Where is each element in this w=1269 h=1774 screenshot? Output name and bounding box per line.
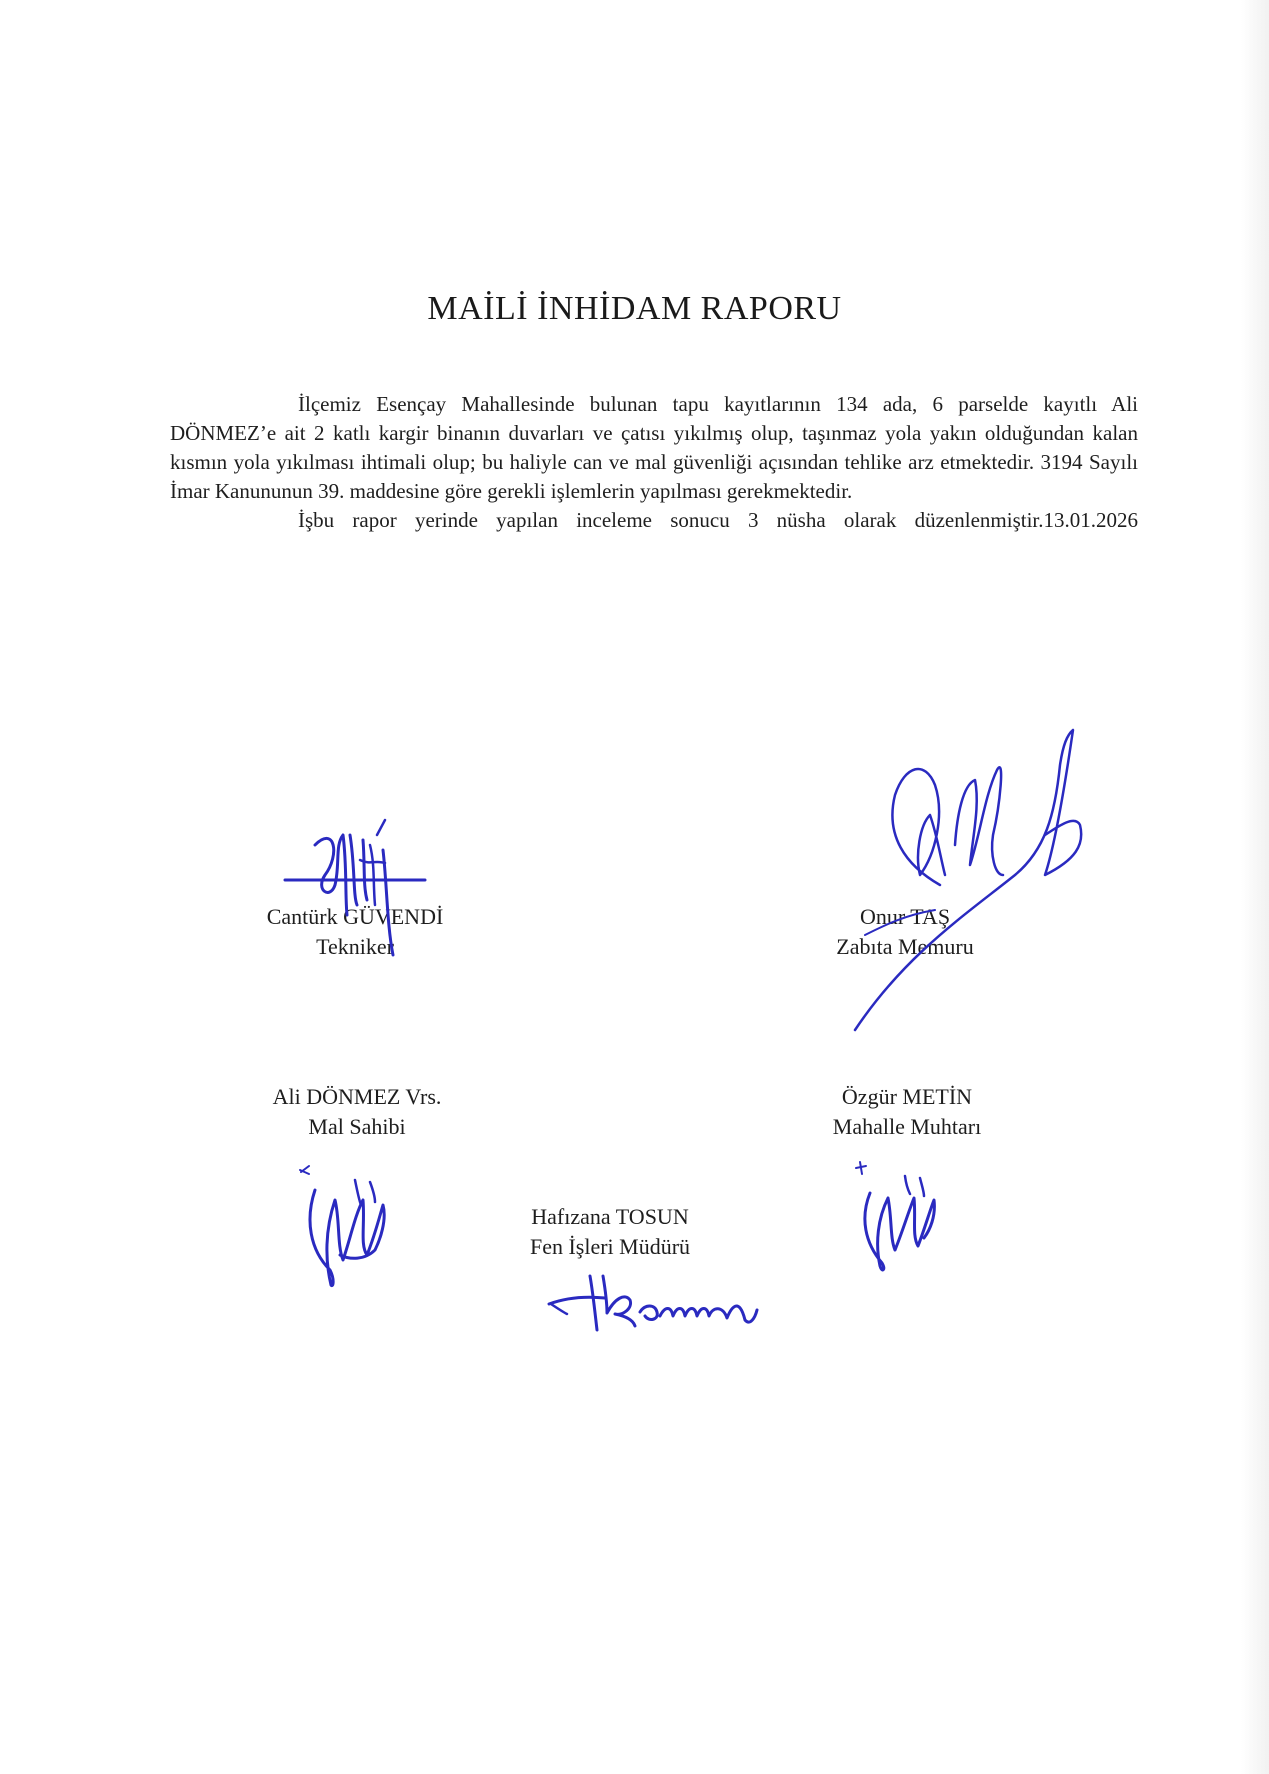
signature-director — [545, 1268, 765, 1333]
report-body — [170, 390, 1138, 535]
report-title: MAİLİ İNHİDAM RAPORU — [427, 290, 842, 327]
signature-technician — [275, 805, 435, 965]
signer-technician-title: Tekniker — [316, 934, 394, 959]
signer-headman — [757, 1082, 1057, 1142]
signature-owner — [295, 1160, 405, 1290]
signer-director-name: Hafızana TOSUN — [531, 1204, 689, 1229]
signer-officer-title: Zabıta Memuru — [836, 934, 974, 959]
signer-owner-name: Ali DÖNMEZ Vrs. — [272, 1084, 442, 1109]
signer-owner-title: Mal Sahibi — [308, 1114, 406, 1139]
signer-headman-title: Mahalle Muhtarı — [832, 1114, 982, 1139]
signer-director-title: Fen İşleri Müdürü — [529, 1234, 691, 1259]
signature-officer — [845, 725, 1095, 1035]
signer-officer-name: Onur TAŞ — [859, 904, 951, 929]
signer-headman-name: Özgür METİN — [841, 1084, 973, 1109]
signer-director — [460, 1202, 760, 1262]
signer-technician-name: Cantürk GÜVENDİ — [266, 904, 444, 929]
report-paragraph-1: İlçemiz Esençay Mahallesinde bulunan tapu kayıtlarının 134 ada, 6 parselde kayıtlı Ali DÖNMEZ’e ait 2 katlı kargir binanın duvarları ve çatısı yıkılmış olup, taşınmaz yola yakın olduğundan kalan kısmın yola yıkılması ihtimali olup; bu haliyle can ve mal güvenliği açısından tehlike arz etmektedir. 3194 Sayılı İmar Kanununun 39. maddesine göre gerekli işlemlerin yapılması gerekmektedir. — [170, 392, 1138, 503]
signer-owner — [207, 1082, 507, 1142]
signature-headman — [850, 1158, 950, 1278]
report-paragraph-2: İşbu rapor yerinde yapılan inceleme sonucu 3 nüsha olarak düzenlenmiştir.13.01.2026 — [298, 508, 1138, 532]
scan-edge-shadow — [1241, 0, 1269, 1774]
